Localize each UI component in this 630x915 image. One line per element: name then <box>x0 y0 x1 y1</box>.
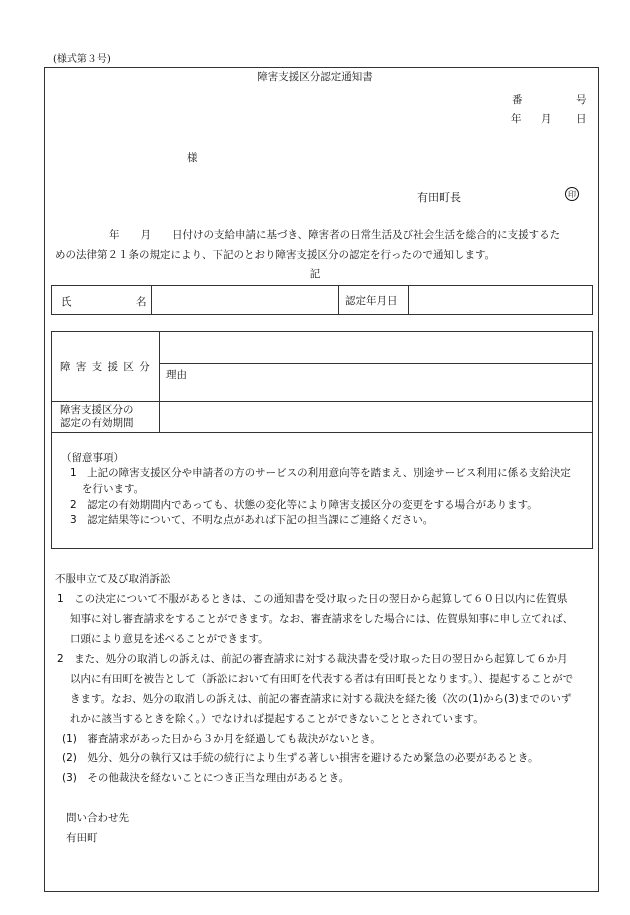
appeal-p1-line3: 口頭により意見を述べることができます。 <box>70 633 269 645</box>
number-label: 番 <box>512 94 523 106</box>
issuer-name: 有田町長 <box>417 191 461 204</box>
appeal-p1-line2: 知事に対し審査請求をすることができます。なお、審査請求をした場合には、佐賀県知事に申し立てれば、 <box>70 613 574 625</box>
seal-icon: 印 <box>565 187 579 201</box>
form-number: (様式第３号) <box>53 54 111 65</box>
category-label: 障 害 支 援 区 分 <box>60 361 151 373</box>
appeal-p2-line2: 以内に有田町を被告として（訴訟において有田町を代表する者は有田町長となります。）、提起することがで <box>70 673 574 685</box>
name-label-cell <box>52 286 152 315</box>
certified-date-value-cell[interactable] <box>409 286 593 315</box>
category-table <box>51 331 593 433</box>
month-label: 月 <box>541 113 552 125</box>
notes-item-2: 2 認定の有効期間内であっても、状態の変化等により障害支援区分の変更をする場合があります。 <box>70 499 538 511</box>
appeal-heading: 不服申立て及び取消訴訟 <box>55 573 171 585</box>
recipient-honorific: 様 <box>187 152 198 164</box>
body-line-2: めの法律第２１条の規定により、下記のとおり障害支援区分の認定を行ったので通知します。 <box>55 249 496 261</box>
name-label-a: 氏 <box>61 296 72 308</box>
category-label-cell <box>52 332 160 402</box>
applicant-table <box>51 285 593 315</box>
certified-date-label: 認定年月日 <box>339 286 409 315</box>
document-title: 障害支援区分認定通知書 <box>257 71 373 83</box>
body-line-1: 年 月 日付けの支給申請に基づき、障害者の日常生活及び社会生活を総合的に支援するた <box>109 229 561 241</box>
appeal-condition-3: (3) その他裁決を経ないことにつき正当な理由があるとき。 <box>62 772 350 784</box>
reason-label: 理由 <box>166 369 187 381</box>
name-label-b: 名 <box>136 296 147 308</box>
notes-heading: （留意事項） <box>61 452 124 464</box>
number-suffix-label: 号 <box>576 94 587 106</box>
category-value-cell[interactable] <box>160 332 593 364</box>
notes-item-3: 3 認定結果等について、不明な点があれば下記の担当課にご連絡ください。 <box>70 514 434 526</box>
notes-item-1b: を行います。 <box>82 483 145 495</box>
day-label: 日 <box>576 113 587 125</box>
appeal-condition-2: (2) 処分、処分の執行又は手続の続行により生ずる著しい損害を避けるため緊急の必要があるとき。 <box>62 752 539 764</box>
reason-cell[interactable] <box>160 364 593 402</box>
appeal-p2-line3: きます。なお、処分の取消しの訴えは、前記の審査請求に対する裁決を経た後（次の(1)から(3)までのいず <box>70 693 572 705</box>
ki-mark: 記 <box>309 268 321 280</box>
appeal-p2-line4: れかに該当するときを除く。）でなければ提起することができないこととされています。 <box>70 713 484 725</box>
appeal-p1-line1: 1 この決定について不服があるときは、この通知書を受け取った日の翌日から起算して６０日以内に佐賀県 <box>57 593 568 605</box>
appeal-condition-1: (1) 審査請求があった日から３か月を経過しても裁決がないとき。 <box>62 733 381 745</box>
notes-item-1a: 1 上記の障害支援区分や申請者の方のサービスの利用意向等を踏まえ、別途サービス利用に係る支給決定 <box>70 467 571 479</box>
name-value-cell[interactable] <box>152 286 339 315</box>
contact-office: 有田町 <box>66 832 98 844</box>
year-label: 年 <box>511 113 522 125</box>
contact-heading: 問い合わせ先 <box>66 812 129 824</box>
period-label-1: 障害支援区分の <box>60 404 134 416</box>
period-label-2: 認定の有効期間 <box>60 417 134 429</box>
appeal-p2-line1: 2 また、処分の取消しの訴えは、前記の審査請求に対する裁決書を受け取った日の翌日から起算して６か月 <box>57 653 568 665</box>
